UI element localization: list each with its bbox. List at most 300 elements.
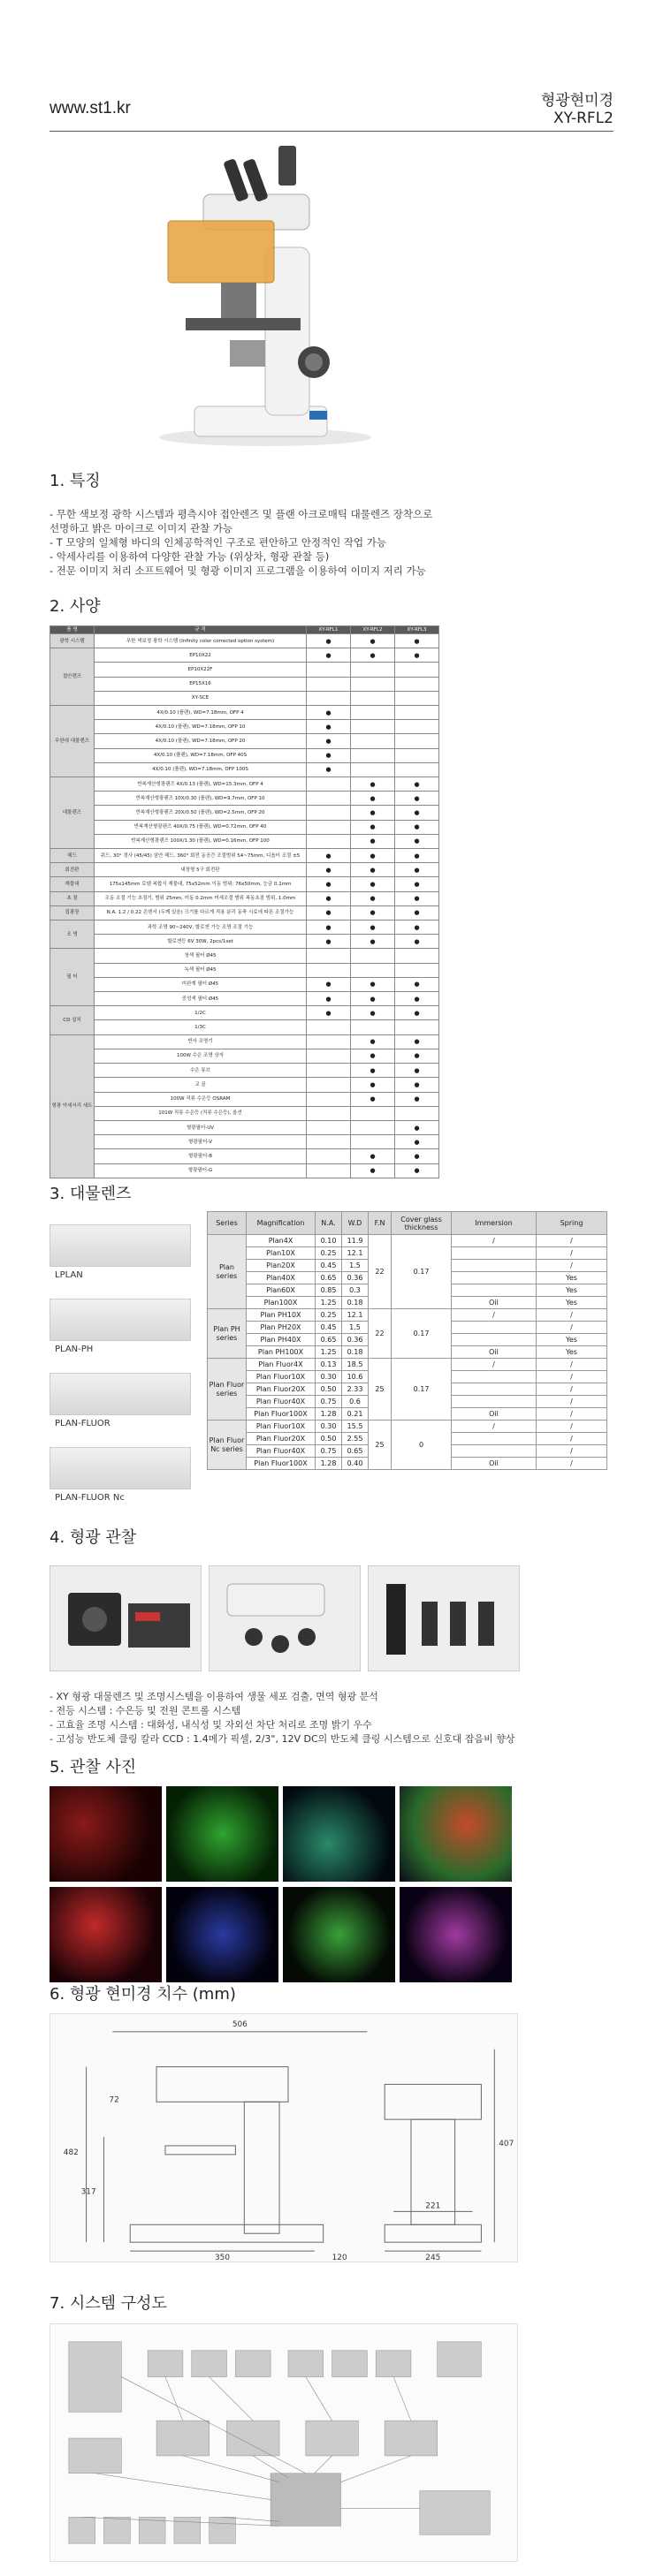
spec-availability [351,734,395,748]
spec-availability: ● [395,634,439,648]
spec-availability [395,1020,439,1034]
spec-row [50,706,439,720]
spec-row [50,921,439,935]
spec-availability: ● [395,849,439,863]
spec-availability [307,1163,351,1178]
spec-availability: ● [395,1135,439,1149]
feature-item: - 무한 색보정 광학 시스템과 평측시야 접안렌즈 및 플랜 아크로매틱 대물렌즈 장착으로 [50,508,433,520]
spec-row [50,1020,439,1034]
spec-availability: ● [351,1078,395,1092]
spec-availability [307,820,351,834]
spec-availability: ● [395,863,439,877]
spec-category: 광학 시스템 [50,634,95,648]
spec-availability [395,748,439,762]
lens-image-plan-fluor-nc [50,1447,191,1489]
fluor-item: - 고성능 반도체 클링 칼라 CCD : 1.4메가 픽셀, 2/3", 12V DC의 반도체 클링 시스템으로 신호대 잡음비 향상 [50,1733,515,1745]
spec-availability [307,963,351,977]
spec-category: 회전판 [50,863,95,877]
spec-availability: ● [395,1120,439,1134]
spec-description: 미완계 필터 Ø45 [95,977,307,991]
objective-wd: 0.6 [342,1396,369,1408]
spec-description: 100W 직류 수은등 OSRAM [95,1092,307,1106]
spec-description: 4X/0.10 (플랜), WD=7.18mm, OFP 100S [95,762,307,777]
spec-description: 101W 직류 수은등 (직류 수은등), 옵션 [95,1106,307,1120]
spec-availability: ● [307,706,351,720]
spec-availability: ● [395,648,439,663]
spec-availability: ● [395,1163,439,1178]
lens-image-plan-ph [50,1299,191,1341]
spec-description: 반복재산형광랜즈 4X/0.13 (플랜), WD=15.3mm, OFP 4 [95,777,307,792]
objective-magnification: Plan4X [247,1235,316,1247]
objective-series: Plan PH series [208,1309,247,1359]
spec-availability [395,720,439,734]
spec-availability: ● [351,1163,395,1178]
product-model: XY-RFL2 [552,110,613,127]
spec-availability: ● [395,1149,439,1163]
spec-availability: ● [307,977,351,991]
objective-wd: 0.18 [342,1297,369,1309]
spec-description: 교 골 [95,1078,307,1092]
objective-magnification: Plan10X [247,1247,316,1260]
objective-magnification: Plan Fluor10X [247,1371,316,1383]
spec-availability: ● [395,1006,439,1020]
spec-availability [307,677,351,691]
objective-magnification: Plan Fluor20X [247,1383,316,1396]
spec-availability: ● [395,834,439,848]
section-title-system: 7. 시스템 구성도 [50,2294,167,2313]
spec-availability: ● [351,921,395,935]
spec-availability [395,663,439,677]
spec-availability [351,1120,395,1134]
spec-availability: ● [307,734,351,748]
spec-availability: ● [351,1149,395,1163]
spec-row [50,1149,439,1163]
spec-availability: ● [395,806,439,820]
spec-header-cell: XY-RFL3 [395,626,439,634]
spec-category: 무한대 대물렌즈 [50,706,95,777]
spec-availability: ● [351,977,395,991]
observation-photo [400,1786,512,1882]
objective-table [207,1211,607,1470]
spec-availability [307,792,351,806]
spec-category: 접안렌즈 [50,648,95,706]
spec-availability [395,706,439,720]
spec-availability: ● [351,863,395,877]
spec-availability: ● [351,792,395,806]
objective-immersion [452,1433,537,1445]
objective-spring: / [537,1433,607,1445]
dim-label: 482 [63,2148,79,2157]
spec-availability: ● [307,935,351,949]
objective-spring: / [537,1445,607,1458]
objective-na: 0.50 [316,1433,342,1445]
spec-category: 조 명 [50,921,95,949]
spec-availability: ● [351,891,395,905]
spec-header-cell: XY-RFL1 [307,626,351,634]
objective-immersion: / [452,1235,537,1247]
site-url[interactable]: www.st1.kr [50,99,131,117]
spec-availability: ● [307,863,351,877]
objective-spring: / [537,1383,607,1396]
spec-header-cell: XY-RFL2 [351,626,395,634]
spec-availability [351,720,395,734]
objective-spring: / [537,1309,607,1322]
objective-magnification: Plan Fluor40X [247,1445,316,1458]
spec-description: EP15X16 [95,677,307,691]
objective-series: Plan Fluor series [208,1359,247,1421]
lens-label: PLAN-PH [55,1345,94,1354]
microscope-image [133,141,398,451]
objective-spring: Yes [537,1272,607,1284]
feature-item: - 전문 이미지 처리 소프트웨어 및 형광 이미지 프로그램을 이용하여 이미지 저리 가능 [50,564,426,577]
spec-category: CD 설치 [50,1006,95,1034]
feature-item: - T 모양의 일체형 바디의 인체공학적인 구조로 편안하고 안정적인 작업 가능 [50,536,386,549]
spec-row [50,720,439,734]
objective-na: 0.13 [316,1359,342,1371]
spec-availability: ● [307,762,351,777]
objective-spring: / [537,1247,607,1260]
objective-immersion: / [452,1309,537,1322]
objective-wd: 2.33 [342,1383,369,1396]
lens-label: PLAN-FLUOR [55,1419,110,1428]
lens-image-lplan [50,1224,191,1267]
objective-immersion [452,1247,537,1260]
objective-na: 0.65 [316,1334,342,1346]
objective-set-image [368,1565,520,1671]
objective-na: 0.45 [316,1322,342,1334]
spec-description: 녹색 필터 Ø45 [95,963,307,977]
objective-immersion [452,1396,537,1408]
objective-magnification: Plan PH100X [247,1346,316,1359]
objective-na: 0.25 [316,1309,342,1322]
spec-availability: ● [351,992,395,1006]
objective-magnification: Plan20X [247,1260,316,1272]
spec-availability [351,949,395,963]
spec-availability: ● [351,1006,395,1020]
spec-availability: ● [395,1078,439,1092]
dim-label: 317 [80,2187,96,2197]
spec-availability [351,748,395,762]
spec-availability [351,706,395,720]
objective-na: 1.28 [316,1458,342,1470]
dimension-drawing [50,2013,518,2262]
spec-availability: ● [307,905,351,920]
objective-spring: / [537,1322,607,1334]
objective-magnification: Plan Fluor4X [247,1359,316,1371]
spec-row [50,1106,439,1120]
objective-wd: 1.5 [342,1260,369,1272]
objective-immersion [452,1383,537,1396]
objective-magnification: Plan Fluor100X [247,1458,316,1470]
dim-label: 506 [232,2019,248,2029]
spec-category: 재물대 [50,877,95,891]
spec-description: 1/3C [95,1020,307,1034]
observation-photo [166,1786,278,1882]
spec-availability [351,1135,395,1149]
observation-photo [50,1887,162,1982]
objective-wd: 0.3 [342,1284,369,1297]
spec-availability [307,1149,351,1163]
spec-row [50,734,439,748]
objective-cover-glass: 0.17 [392,1235,452,1309]
objective-immersion [452,1272,537,1284]
objective-na: 0.50 [316,1383,342,1396]
spec-availability [351,677,395,691]
objective-na: 0.45 [316,1260,342,1272]
objective-wd: 15.5 [342,1421,369,1433]
spec-availability: ● [307,849,351,863]
spec-row [50,949,439,963]
spec-availability: ● [351,634,395,648]
lens-image-plan-fluor [50,1373,191,1415]
spec-row [50,777,439,792]
observation-photo [400,1887,512,1982]
objective-spring: Yes [537,1346,607,1359]
objective-magnification: Plan PH20X [247,1322,316,1334]
spec-availability [307,1078,351,1092]
objective-magnification: Plan40X [247,1272,316,1284]
spec-description: 반사 조명기 [95,1034,307,1049]
spec-description: 청색 필터 Ø45 [95,949,307,963]
section-title-dimensions: 6. 형광 현미경 치수 (mm) [50,1985,236,2004]
objective-header-cell: F.N [369,1212,392,1235]
section-title-photos: 5. 관찰 사진 [50,1758,137,1777]
spec-availability [307,1120,351,1134]
objective-magnification: Plan Fluor10X [247,1421,316,1433]
objective-row [208,1309,607,1322]
objective-spring: / [537,1235,607,1247]
spec-availability: ● [351,806,395,820]
spec-availability: ● [351,820,395,834]
spec-table [50,625,439,1178]
spec-row [50,820,439,834]
spec-availability [307,663,351,677]
spec-availability: ● [307,992,351,1006]
section-title-features: 1. 특징 [50,472,101,490]
spec-row [50,1034,439,1049]
objective-immersion: Oil [452,1297,537,1309]
objective-immersion [452,1334,537,1346]
objective-spring: Yes [537,1297,607,1309]
spec-availability: ● [395,992,439,1006]
objective-na: 0.65 [316,1272,342,1284]
spec-availability [395,734,439,748]
objective-spring: / [537,1396,607,1408]
objective-na: 0.75 [316,1396,342,1408]
mercury-lamp-image [50,1565,202,1671]
spec-availability [307,806,351,820]
spec-availability: ● [307,634,351,648]
objective-spring: / [537,1408,607,1421]
feature-item: - 악세사리를 이용하여 다양한 관찰 가능 (위상차, 형광 관찰 등) [50,550,330,563]
objective-spring: / [537,1359,607,1371]
spec-row [50,849,439,863]
spec-row [50,963,439,977]
objective-immersion: Oil [452,1346,537,1359]
spec-availability: ● [395,977,439,991]
spec-availability [307,1092,351,1106]
objective-wd: 0.36 [342,1334,369,1346]
objective-immersion: / [452,1359,537,1371]
fluor-item: - 전등 시스템 : 수은등 및 전원 콘트롤 시스템 [50,1705,241,1716]
spec-description: 100W 수은 조명 상자 [95,1049,307,1063]
spec-availability [307,777,351,792]
observation-photo [166,1887,278,1982]
spec-category: 필 터 [50,949,95,1006]
spec-row [50,891,439,905]
objective-wd: 10.6 [342,1371,369,1383]
spec-description: EP10X22F [95,663,307,677]
spec-availability [307,691,351,705]
objective-row [208,1235,607,1247]
objective-fn: 22 [369,1309,392,1359]
objective-immersion: / [452,1421,537,1433]
spec-description: XY-SCE [95,691,307,705]
spec-availability [307,949,351,963]
spec-availability: ● [351,1049,395,1063]
observation-photo [283,1887,395,1982]
spec-availability [351,1106,395,1120]
objective-na: 0.30 [316,1371,342,1383]
spec-row [50,1163,439,1178]
spec-availability [395,949,439,963]
spec-availability [351,691,395,705]
objective-wd: 18.5 [342,1359,369,1371]
spec-availability: ● [395,935,439,949]
objective-header-cell: W.D [342,1212,369,1235]
spec-row [50,905,439,920]
spec-description: 과학 조명 90~240V, 할로겐 가능 조명 조절 기능 [95,921,307,935]
objective-wd: 11.9 [342,1235,369,1247]
product-title [541,92,613,127]
spec-availability: ● [351,648,395,663]
spec-row [50,663,439,677]
spec-availability: ● [307,877,351,891]
objective-magnification: Plan Fluor40X [247,1396,316,1408]
spec-availability: ● [395,777,439,792]
spec-description: 4X/0.10 (플랜), WD=7.18mm, OFP 4 [95,706,307,720]
spec-row [50,1135,439,1149]
dim-label: 407 [499,2139,514,2148]
spec-description: 중성색 필터 Ø45 [95,992,307,1006]
objective-spring: / [537,1458,607,1470]
objective-magnification: Plan60X [247,1284,316,1297]
observation-photo [50,1786,162,1882]
spec-row [50,935,439,949]
objective-header-cell: Cover glass thickness [392,1212,452,1235]
spec-availability: ● [351,1092,395,1106]
spec-availability: ● [395,1092,439,1106]
spec-row [50,1049,439,1063]
spec-description: 무한 색보정 광학 시스템 (Infinity color corrected option system) [95,634,307,648]
spec-availability: ● [307,748,351,762]
illuminator-image [209,1565,361,1671]
objective-series: Plan Fluor Nc series [208,1421,247,1470]
spec-row [50,1120,439,1134]
spec-availability [307,1064,351,1078]
spec-availability: ● [351,877,395,891]
spec-row [50,634,439,648]
objective-immersion: Oil [452,1408,537,1421]
fluorescence-features [50,1690,633,1746]
spec-availability: ● [395,921,439,935]
spec-description: 4X/0.10 (플랜), WD=7.18mm, OFP 20 [95,734,307,748]
objective-cover-glass: 0 [392,1421,452,1470]
spec-availability: ● [395,905,439,920]
fluor-item: - XY 형광 대물렌즈 및 조명시스템을 이용하여 생물 세포 검출, 면역 형광 분석 [50,1691,378,1702]
spec-availability [307,1034,351,1049]
objective-magnification: Plan Fluor100X [247,1408,316,1421]
objective-wd: 12.1 [342,1309,369,1322]
spec-availability: ● [307,921,351,935]
objective-magnification: Plan Fluor20X [247,1433,316,1445]
spec-availability: ● [307,891,351,905]
objective-fn: 25 [369,1421,392,1470]
spec-availability [307,1020,351,1034]
objective-na: 0.85 [316,1284,342,1297]
spec-availability [351,1020,395,1034]
spec-description: 형광필터-G [95,1163,307,1178]
features-list [50,507,633,578]
system-diagram [50,2323,518,2562]
objective-wd: 12.1 [342,1247,369,1260]
spec-availability [307,1135,351,1149]
fluor-item: - 고효율 조명 시스템 : 대화성, 내식성 및 자외선 차단 처리로 조명 밝기 우수 [50,1719,372,1731]
objective-spring: / [537,1371,607,1383]
spec-category: 형광 악세서리 세트 [50,1034,95,1178]
spec-availability [395,1106,439,1120]
spec-availability: ● [395,891,439,905]
spec-description: 반복재산형광랜즈 10X/0.30 (플랜), WD=9.7mm, OFP 10 [95,792,307,806]
spec-header-cell: 규 격 [95,626,307,634]
spec-availability [307,834,351,848]
spec-row [50,1064,439,1078]
spec-availability: ● [351,834,395,848]
spec-availability [307,1106,351,1120]
spec-availability [307,1049,351,1063]
spec-description: 할로겐등 6V 30W, 2pcs/1set [95,935,307,949]
spec-row [50,748,439,762]
objective-immersion [452,1322,537,1334]
spec-description: 반복재산형광랜즈 40X/0.75 (플랜), WD=0.72mm, OFP 40 [95,820,307,834]
spec-row [50,1078,439,1092]
objective-na: 1.25 [316,1297,342,1309]
objective-row [208,1359,607,1371]
objective-wd: 0.36 [342,1272,369,1284]
spec-availability [395,762,439,777]
spec-description: 4X/0.10 (플랜), WD=7.18mm, OFP 10 [95,720,307,734]
section-title-objectives: 3. 대물렌즈 [50,1185,132,1203]
spec-availability: ● [395,820,439,834]
objective-immersion: Oil [452,1458,537,1470]
spec-description: 반복재산형광랜즈 20X/0.50 (플랜), WD=2.5mm, OFP 20 [95,806,307,820]
spec-availability: ● [351,905,395,920]
spec-availability: ● [307,648,351,663]
spec-availability [351,762,395,777]
spec-row [50,806,439,820]
spec-row [50,1092,439,1106]
spec-header-cell: 품 명 [50,626,95,634]
objective-immersion [452,1260,537,1272]
spec-description: EP10X22 [95,648,307,663]
spec-row [50,1006,439,1020]
spec-availability: ● [351,777,395,792]
spec-availability: ● [351,935,395,949]
spec-availability: ● [395,877,439,891]
spec-description: 175x145mm 로뎀 복합식 재물대, 75x52mm 이동 범위: 76x50mm, 눈금 0.1mm [95,877,307,891]
objective-header-cell: Spring [537,1212,607,1235]
objective-magnification: Plan PH10X [247,1309,316,1322]
